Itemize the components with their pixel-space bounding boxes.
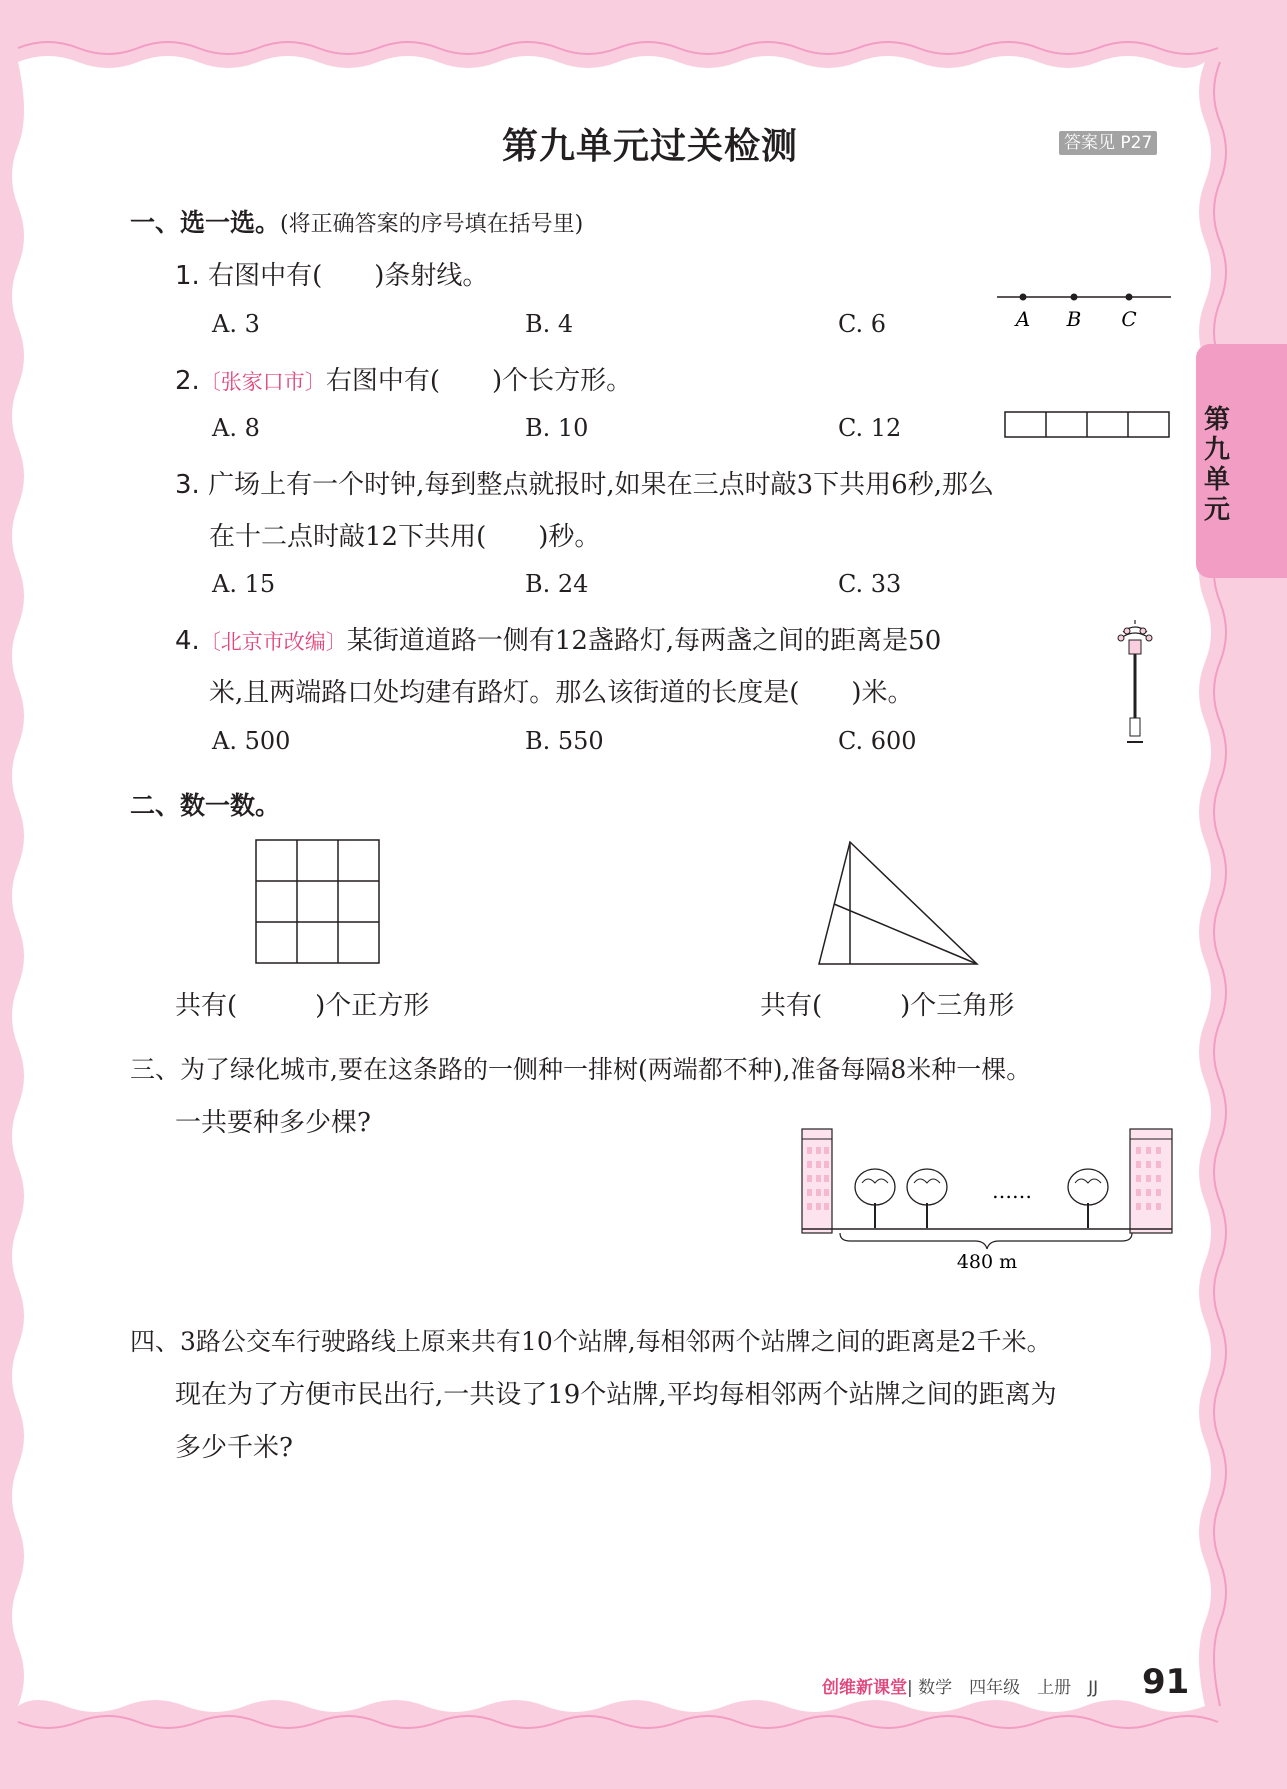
- ellipsis-dots: ……: [992, 1179, 1032, 1203]
- answer-reference-badge: 答案见 P27: [1059, 131, 1157, 155]
- section4-text-line3: 多少千米?: [175, 1433, 293, 1463]
- section3-text-line1: 三、为了绿化城市,要在这条路的一侧种一排树(两端都不种),准备每隔8米种一棵。: [130, 1055, 1032, 1084]
- question-3-number: 3.: [175, 470, 200, 500]
- length-brace: [840, 1233, 1132, 1249]
- question-3-text-line2: 在十二点时敲12下共用( )秒。: [209, 522, 601, 552]
- question-4-text-line1: 某街道道路一侧有12盏路灯,每两盏之间的距离是50: [346, 626, 942, 656]
- question-2-text: 右图中有( )个长方形。: [325, 366, 633, 396]
- question-4-number: 4.: [175, 626, 200, 656]
- question-4-source-tag: 〔北京市改编〕: [199, 630, 347, 654]
- section1-note: (将正确答案的序号填在括号里): [280, 212, 584, 237]
- point-a: [1020, 294, 1027, 301]
- question-3-option-b: B. 24: [525, 570, 589, 598]
- point-b-label: B: [1066, 307, 1082, 331]
- question-4: [175, 620, 941, 657]
- question-1-number: 1.: [175, 261, 200, 291]
- section4-text-line2: 现在为了方便市民出行,一共设了19个站牌,平均每相邻两个站牌之间的距离为: [175, 1380, 1057, 1410]
- street-lamp-icon: [1115, 618, 1155, 746]
- section3-text-line2: 一共要种多少棵?: [175, 1108, 371, 1138]
- question-1-option-b: B. 4: [525, 310, 574, 338]
- question-2-source-tag: 〔张家口市〕: [199, 370, 326, 394]
- page-title: 第九单元过关检测: [501, 126, 798, 167]
- question-3-option-a: A. 15: [212, 570, 276, 598]
- page-number: 91: [1142, 1662, 1190, 1702]
- question-4-option-c: C. 600: [838, 727, 917, 755]
- question-2-option-b: B. 10: [525, 414, 589, 442]
- section4-text-line1: 四、3路公交车行驶路线上原来共有10个站牌,每相邻两个站牌之间的距离是2千米。: [130, 1327, 1052, 1356]
- ray-figure: [995, 284, 1175, 334]
- tree-icon: [1068, 1169, 1108, 1228]
- tree-road-figure: [800, 1125, 1175, 1275]
- squares-grid-figure: [254, 838, 382, 966]
- road-length-label: 480 m: [956, 1251, 1018, 1273]
- question-3: [175, 464, 994, 501]
- question-4-option-b: B. 550: [525, 727, 604, 755]
- footer-subject: | 数学 四年级 上册 JJ: [907, 1678, 1099, 1698]
- question-1-option-a: A. 3: [212, 310, 260, 338]
- section1-title: 一、选一选。: [130, 208, 281, 237]
- question-2-option-c: C. 12: [838, 414, 902, 442]
- unit-side-tab-label: 第九单元: [1203, 405, 1230, 525]
- footer-brand: 创维新课堂: [822, 1678, 907, 1698]
- section1-heading: [130, 203, 583, 239]
- point-c-label: C: [1121, 307, 1137, 331]
- question-2-option-a: A. 8: [212, 414, 260, 442]
- point-a-label: A: [1015, 307, 1031, 331]
- point-b: [1071, 294, 1078, 301]
- tree-icon: [855, 1169, 895, 1228]
- rectangles-figure: [1004, 411, 1172, 439]
- question-1-option-c: C. 6: [838, 310, 887, 338]
- question-4-text-line2: 米,且两端路口处均建有路灯。那么该街道的长度是( )米。: [209, 678, 914, 708]
- question-1-text: 右图中有( )条射线。: [208, 261, 489, 291]
- question-4-option-a: A. 500: [212, 727, 291, 755]
- section2-heading: 二、数一数。: [130, 791, 281, 820]
- squares-count-prompt: 共有( )个正方形: [175, 991, 430, 1021]
- question-3-option-c: C. 33: [838, 570, 902, 598]
- triangles-count-prompt: 共有( )个三角形: [760, 991, 1015, 1021]
- point-c: [1126, 294, 1133, 301]
- question-1: [175, 255, 488, 292]
- tree-icon: [907, 1169, 947, 1228]
- question-2: [175, 360, 632, 397]
- triangles-figure: [815, 838, 980, 968]
- question-3-text-line1: 广场上有一个时钟,每到整点就报时,如果在三点时敲3下共用6秒,那么: [208, 470, 994, 500]
- footer-info: [822, 1673, 1098, 1698]
- question-2-number: 2.: [175, 366, 200, 396]
